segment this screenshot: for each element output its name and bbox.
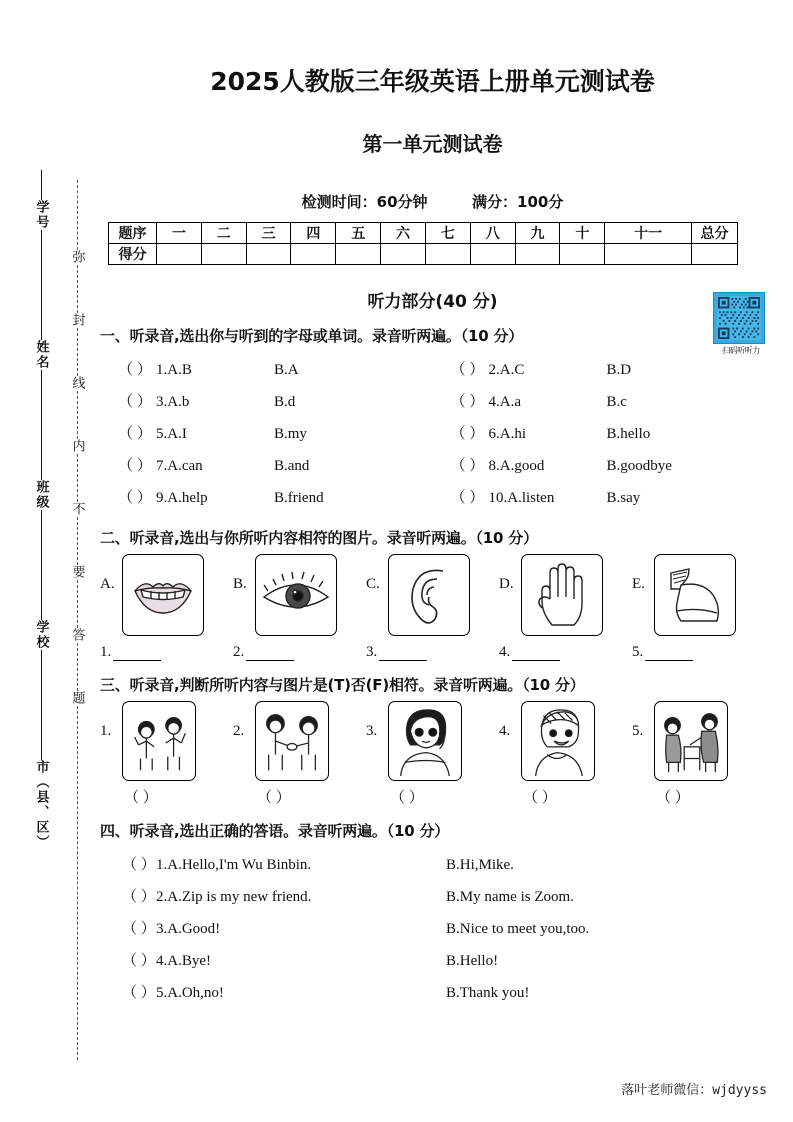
question-2-pictures bbox=[100, 554, 765, 636]
answer-paren[interactable]: （ ） bbox=[118, 394, 152, 410]
answer-blank-3[interactable]: 3. bbox=[366, 644, 499, 661]
exam-time-label: 检测时间：60分钟 bbox=[301, 193, 428, 211]
score-col-3: 三 bbox=[246, 223, 291, 244]
seal-char-1: 弥 bbox=[69, 250, 85, 265]
option-a[interactable]: 5.A.I bbox=[156, 426, 187, 442]
boy-pointing-icon[interactable] bbox=[388, 701, 462, 781]
answer-paren[interactable]: （ ） bbox=[450, 490, 485, 506]
main-content bbox=[100, 0, 765, 1122]
option-b[interactable]: B.D bbox=[606, 362, 632, 378]
picture-option-d[interactable] bbox=[499, 554, 632, 636]
blank-line[interactable] bbox=[645, 648, 693, 661]
option-b[interactable]: B.Hi,Mike. bbox=[446, 857, 514, 873]
answer-blank-2[interactable]: 2. bbox=[233, 644, 366, 661]
score-cell-total[interactable] bbox=[692, 244, 738, 265]
footer-text: 落叶老师微信： bbox=[621, 1083, 713, 1098]
full-marks-label: 满分：100分 bbox=[472, 193, 564, 211]
option-b[interactable]: B.c bbox=[606, 394, 627, 410]
two-kids-handshake-icon[interactable] bbox=[255, 701, 329, 781]
option-a[interactable]: 6.A.hi bbox=[488, 426, 526, 442]
score-cell-9[interactable] bbox=[515, 244, 560, 265]
score-cell-3[interactable] bbox=[246, 244, 291, 265]
score-col-6: 六 bbox=[381, 223, 426, 244]
option-b[interactable]: B.friend bbox=[274, 490, 324, 506]
picture-number: 5. bbox=[632, 723, 644, 739]
score-table-row-label-2: 得分 bbox=[109, 244, 157, 265]
picture-label: A. bbox=[100, 576, 115, 592]
picture-label: C. bbox=[366, 576, 380, 592]
question-4-heading: 四、听录音,选出正确的答语。录音听两遍。（10 分） bbox=[100, 822, 450, 840]
score-col-5: 五 bbox=[336, 223, 381, 244]
score-col-7: 七 bbox=[425, 223, 470, 244]
picture-option-b[interactable] bbox=[233, 554, 366, 636]
option-a[interactable]: 4.A.Bye! bbox=[156, 953, 211, 969]
score-col-2: 二 bbox=[201, 223, 246, 244]
answer-blank-5[interactable]: 5. bbox=[632, 644, 765, 661]
answer-paren[interactable]: （ ） bbox=[122, 953, 156, 969]
answer-paren[interactable]: （ ） bbox=[122, 985, 156, 1001]
exam-meta bbox=[100, 191, 765, 212]
picture-option-e[interactable] bbox=[632, 554, 765, 636]
answer-paren[interactable]: （ ） bbox=[122, 889, 156, 905]
choice-item-8[interactable] bbox=[433, 450, 766, 482]
mouth-icon[interactable] bbox=[122, 554, 204, 636]
question-1-heading: 一、听录音,选出你与听到的字母或单词。录音听两遍。（10 分） bbox=[100, 327, 524, 345]
blank-line[interactable] bbox=[379, 648, 427, 661]
page-title: 2025人教版三年级英语上册单元测试卷 bbox=[210, 67, 655, 96]
score-cell-7[interactable] bbox=[425, 244, 470, 265]
option-b[interactable]: B.say bbox=[606, 490, 641, 506]
score-col-4: 四 bbox=[291, 223, 336, 244]
option-a[interactable]: 5.A.Oh,no! bbox=[156, 985, 224, 1001]
score-cell-6[interactable] bbox=[381, 244, 426, 265]
choice-item-4[interactable] bbox=[433, 386, 766, 418]
choice-item-2[interactable] bbox=[100, 881, 765, 913]
answer-paren-4[interactable]: （ ） bbox=[523, 790, 557, 806]
option-a[interactable]: 3.A.Good! bbox=[156, 921, 221, 937]
choice-item-6[interactable] bbox=[433, 418, 766, 450]
seal-char-4: 内 bbox=[69, 439, 85, 454]
score-cell-4[interactable] bbox=[291, 244, 336, 265]
answer-paren[interactable]: （ ） bbox=[118, 458, 152, 474]
option-b[interactable]: B.and bbox=[274, 458, 310, 474]
question-3-pictures bbox=[100, 701, 765, 781]
question-3-heading: 三、听录音,判断所听内容与图片是(T)否(F)相符。录音听两遍。（10 分） bbox=[100, 676, 585, 694]
choice-row bbox=[100, 450, 765, 482]
score-table-value-row[interactable] bbox=[109, 244, 738, 265]
score-table[interactable] bbox=[108, 222, 738, 265]
picture-label: E. bbox=[632, 576, 645, 592]
score-col-11: 十一 bbox=[605, 223, 692, 244]
seal-char-7: 答 bbox=[69, 628, 85, 643]
choice-item-9[interactable] bbox=[100, 482, 433, 514]
choice-item-5[interactable] bbox=[100, 418, 433, 450]
seal-char-6: 要 bbox=[69, 565, 85, 580]
option-b[interactable]: B.d bbox=[274, 394, 296, 410]
listening-part-heading: 听力部分(40 分) bbox=[367, 292, 498, 312]
score-table-header-row bbox=[109, 223, 738, 244]
answer-blank-1[interactable]: 1. bbox=[100, 644, 233, 661]
score-cell-5[interactable] bbox=[336, 244, 381, 265]
seal-char-5: 不 bbox=[69, 502, 85, 517]
girl-smiling-icon[interactable] bbox=[521, 701, 595, 781]
score-cell-2[interactable] bbox=[201, 244, 246, 265]
option-a[interactable]: 2.A.Zip is my new friend. bbox=[156, 889, 312, 905]
blank-line[interactable] bbox=[246, 648, 294, 661]
score-cell-8[interactable] bbox=[470, 244, 515, 265]
page-subtitle: 第一单元测试卷 bbox=[362, 132, 503, 156]
picture-item-1[interactable] bbox=[100, 701, 233, 781]
picture-option-c[interactable] bbox=[366, 554, 499, 636]
seal-margin-outer bbox=[26, 170, 56, 1070]
seal-label-city-district: 市（县、区） bbox=[33, 760, 49, 850]
option-b[interactable]: B.my bbox=[274, 426, 307, 442]
picture-label: D. bbox=[499, 576, 514, 592]
score-col-8: 八 bbox=[470, 223, 515, 244]
answer-paren[interactable]: （ ） bbox=[122, 857, 156, 873]
choice-item-1[interactable] bbox=[100, 849, 765, 881]
option-a[interactable]: 4.A.a bbox=[488, 394, 521, 410]
two-kids-desk-icon[interactable] bbox=[654, 701, 728, 781]
option-a[interactable]: 7.A.can bbox=[156, 458, 203, 474]
question-2-answer-blanks bbox=[100, 644, 765, 661]
answer-paren-5[interactable]: （ ） bbox=[656, 790, 690, 806]
option-b[interactable]: B.My name is Zoom. bbox=[446, 889, 574, 905]
choice-item-7[interactable] bbox=[100, 450, 433, 482]
answer-paren[interactable]: （ ） bbox=[450, 458, 485, 474]
ear-icon[interactable] bbox=[388, 554, 470, 636]
choice-row bbox=[100, 386, 765, 418]
question-4-items bbox=[100, 849, 765, 1009]
answer-paren[interactable]: （ ） bbox=[450, 362, 485, 378]
picture-item-3[interactable] bbox=[366, 701, 499, 781]
option-b[interactable]: B.Hello! bbox=[446, 953, 499, 969]
answer-paren-1[interactable]: （ ） bbox=[124, 790, 158, 806]
option-a[interactable]: 10.A.listen bbox=[488, 490, 555, 506]
answer-paren-2[interactable]: （ ） bbox=[257, 790, 291, 806]
option-b[interactable]: B.Nice to meet you,too. bbox=[446, 921, 590, 937]
answer-paren[interactable]: （ ） bbox=[118, 426, 152, 442]
score-cell-1[interactable] bbox=[157, 244, 202, 265]
score-table-row-label-1: 题序 bbox=[109, 223, 157, 244]
hand-icon[interactable] bbox=[521, 554, 603, 636]
choice-item-4[interactable] bbox=[100, 945, 765, 977]
question-2-heading: 二、听录音,选出与你所听内容相符的图片。录音听两遍。（10 分） bbox=[100, 529, 538, 547]
qr-caption: 扫码听听力 bbox=[722, 346, 760, 355]
seal-margin-inner bbox=[62, 180, 92, 1060]
option-a[interactable]: 9.A.help bbox=[156, 490, 208, 506]
question-3-answer-parens bbox=[100, 786, 765, 807]
score-col-1: 一 bbox=[157, 223, 202, 244]
choice-row bbox=[100, 354, 765, 386]
score-col-total: 总分 bbox=[692, 223, 738, 244]
answer-paren[interactable]: （ ） bbox=[118, 490, 152, 506]
picture-option-a[interactable] bbox=[100, 554, 233, 636]
picture-label: B. bbox=[233, 576, 247, 592]
picture-number: 1. bbox=[100, 723, 112, 739]
score-cell-10[interactable] bbox=[560, 244, 605, 265]
seal-label-name: 姓名 bbox=[33, 340, 49, 370]
seal-char-8: 题 bbox=[69, 691, 85, 706]
blank-line[interactable] bbox=[113, 648, 161, 661]
picture-number: 4. bbox=[499, 723, 511, 739]
seal-char-2: 封 bbox=[69, 313, 85, 328]
choice-row bbox=[100, 482, 765, 514]
answer-paren-3[interactable]: （ ） bbox=[390, 790, 424, 806]
choice-row bbox=[100, 418, 765, 450]
option-b[interactable]: B.hello bbox=[606, 426, 651, 442]
choice-item-2[interactable] bbox=[433, 354, 766, 386]
score-col-9: 九 bbox=[515, 223, 560, 244]
answer-paren[interactable]: （ ） bbox=[118, 362, 152, 378]
option-a[interactable]: 1.A.B bbox=[156, 362, 192, 378]
score-col-10: 十 bbox=[560, 223, 605, 244]
two-kids-waving-icon[interactable] bbox=[122, 701, 196, 781]
choice-item-3[interactable] bbox=[100, 386, 433, 418]
answer-paren[interactable]: （ ） bbox=[450, 394, 485, 410]
eye-icon[interactable] bbox=[255, 554, 337, 636]
option-b[interactable]: B.Thank you! bbox=[446, 985, 530, 1001]
footer-credit bbox=[621, 1079, 767, 1098]
blank-line[interactable] bbox=[512, 648, 560, 661]
seal-char-3: 线 bbox=[69, 376, 85, 391]
picture-number: 3. bbox=[366, 723, 378, 739]
seal-label-school: 学校 bbox=[33, 620, 49, 650]
option-a[interactable]: 2.A.C bbox=[488, 362, 525, 378]
footer-wechat-id: wjdyyss bbox=[712, 1083, 767, 1098]
picture-item-2[interactable] bbox=[233, 701, 366, 781]
choice-item-1[interactable] bbox=[100, 354, 433, 386]
seal-label-student-id: 学号 bbox=[33, 200, 49, 230]
picture-number: 2. bbox=[233, 723, 245, 739]
option-b[interactable]: B.A bbox=[274, 362, 299, 378]
picture-item-4[interactable] bbox=[499, 701, 632, 781]
seal-label-class: 班级 bbox=[33, 480, 49, 510]
option-a[interactable]: 1.A.Hello,I'm Wu Binbin. bbox=[156, 857, 312, 873]
picture-item-5[interactable] bbox=[632, 701, 765, 781]
answer-paren[interactable]: （ ） bbox=[450, 426, 485, 442]
option-a[interactable]: 3.A.b bbox=[156, 394, 190, 410]
choice-item-3[interactable] bbox=[100, 913, 765, 945]
score-cell-11[interactable] bbox=[605, 244, 692, 265]
choice-item-10[interactable] bbox=[433, 482, 766, 514]
option-b[interactable]: B.goodbye bbox=[606, 458, 672, 474]
option-a[interactable]: 8.A.good bbox=[488, 458, 545, 474]
choice-item-5[interactable] bbox=[100, 977, 765, 1009]
arm-icon[interactable] bbox=[654, 554, 736, 636]
answer-blank-4[interactable]: 4. bbox=[499, 644, 632, 661]
question-1-items bbox=[100, 354, 765, 514]
answer-paren[interactable]: （ ） bbox=[122, 921, 156, 937]
